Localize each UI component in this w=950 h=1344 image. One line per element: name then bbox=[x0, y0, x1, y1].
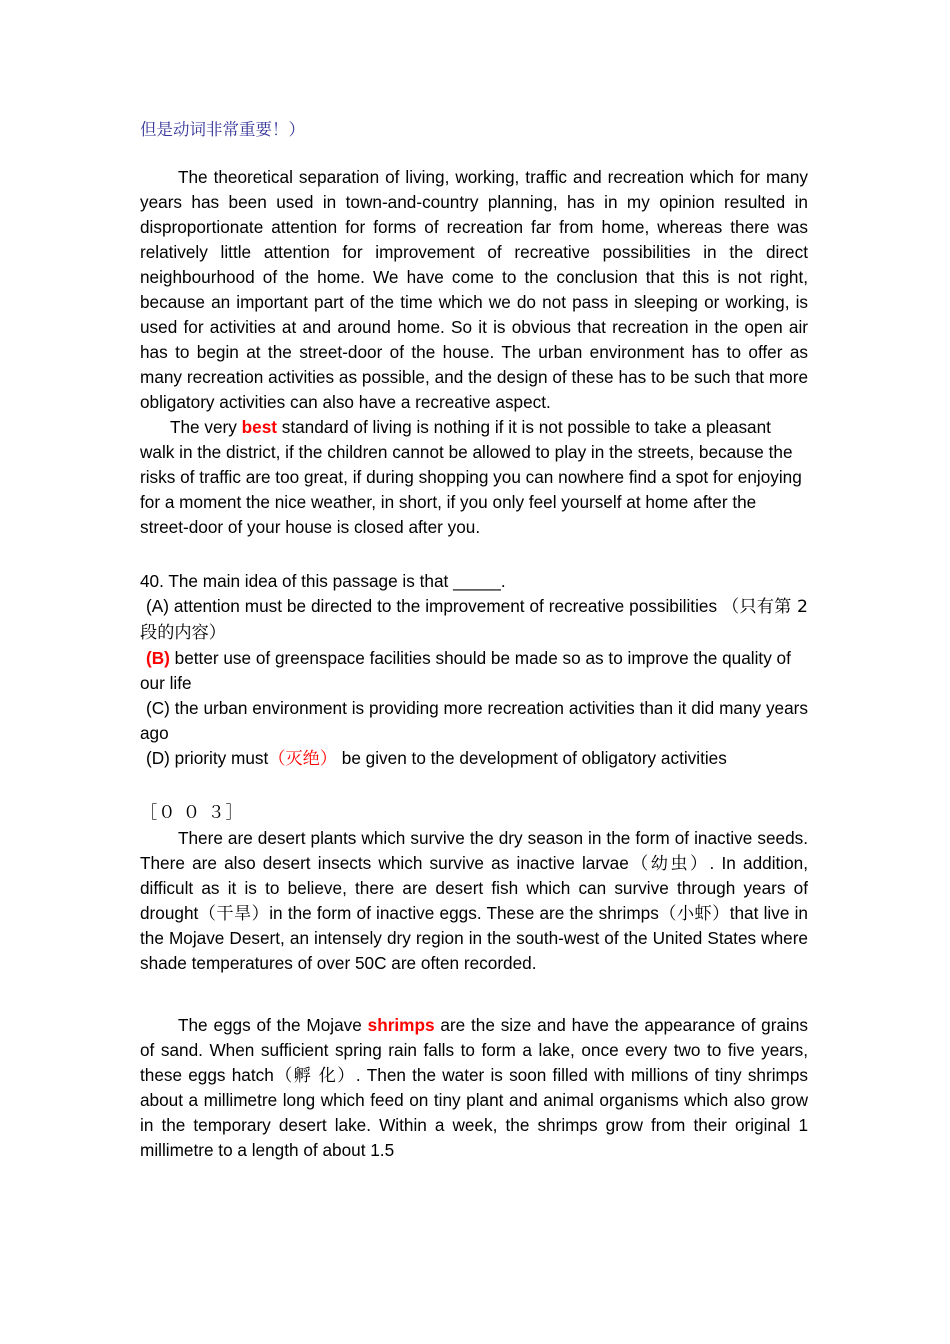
option-b-text: better use of greenspace facilities should be made so as to improve the quality of our life bbox=[140, 648, 791, 693]
document-content bbox=[140, 118, 808, 1163]
paragraph2-text-before: The very bbox=[170, 417, 242, 437]
paragraph4-text-before: The eggs of the Mojave bbox=[178, 1015, 368, 1035]
spacer bbox=[140, 142, 808, 165]
option-c-text: the urban environment is providing more recreation activities than it did many years ago bbox=[140, 698, 808, 743]
option-d-trailing-text: be given to the development of obligatory activities bbox=[337, 748, 727, 768]
option-b-label: (B) bbox=[146, 648, 170, 668]
option-a-text: attention must be directed to the improvement of recreative possibilities bbox=[168, 596, 722, 616]
question-stem-40: 40. The main idea of this passage is that _____. bbox=[140, 571, 506, 591]
highlight-best: best bbox=[241, 417, 277, 437]
spacer bbox=[140, 976, 808, 1013]
option-d-label: (D) bbox=[146, 748, 170, 768]
option-d bbox=[140, 746, 808, 772]
option-b bbox=[140, 646, 808, 696]
paragraph-desert-plants: There are desert plants which survive the dry season in the form of inactive seeds. There are also desert insects which survive as inactive larvae（幼虫）. In addition, difficult as it is to believe, there are desert fish which can survive through years of drought（干旱）in the form of inactive eggs. These are the shrimps（小虾）that live in the Mojave Desert, an intensely dry region in the south-west of the United States where shade temperatures of over 50C are often recorded. bbox=[140, 828, 808, 973]
option-d-annotation: （灭绝） bbox=[268, 749, 338, 769]
paragraph2-text-after: standard of living is nothing if it is not possible to take a pleasant walk in the district, if the children cannot be allowed to play in the streets, because the risks of traffic are too great, if during shopping you can nowhere find a spot for enjoying for a moment the nice weather, in short, if you only feel yourself at home after the street-door of your house is closed after you. bbox=[140, 417, 802, 537]
spacer bbox=[140, 540, 808, 569]
paragraph-mojave-eggs bbox=[140, 1013, 808, 1163]
option-d-text: priority must bbox=[169, 748, 269, 768]
spacer bbox=[140, 772, 808, 801]
option-a-label: (A) bbox=[146, 596, 169, 616]
option-a bbox=[140, 594, 808, 646]
option-c bbox=[140, 696, 808, 746]
chinese-note-heading: 但是动词非常重要！） bbox=[140, 120, 305, 139]
paragraph-standard-of-living bbox=[140, 415, 808, 540]
highlight-shrimps: shrimps bbox=[367, 1015, 435, 1035]
option-a-annotation: （只有第 2 段的内容） bbox=[140, 597, 808, 643]
option-c-label: (C) bbox=[146, 698, 170, 718]
section-marker-003: ［０ ０ ３］ bbox=[140, 803, 244, 823]
paragraph4-text-after: are the size and have the appearance of grains of sand. When sufficient spring rain falls to form a lake, once every two to five years, these eggs hatch（孵 化）. Then the water is soon filled with millions of tiny shrimps about a millimetre long which feed on tiny plant and animal organisms which also grow in the temporary desert lake. Within a week, the shrimps grow from their original 1 millimetre to a length of about 1.5 bbox=[140, 1015, 808, 1160]
paragraph-theoretical-separation: The theoretical separation of living, working, traffic and recreation which for many years has been used in town-and-country planning, has in my opinion resulted in disproportionate attention for forms of recreation far from home, whereas there was relatively little attention for improvement of recreative possibilities in the direct neighbourhood of the home. We have come to the conclusion that this is not right, because an important part of the time which we do not pass in sleeping or working, is used for activities at and around home. So it is obvious that recreation in the open air has to begin at the street-door of the house. The urban environment has to offer as many recreation activities as possible, and the design of these has to be such that more obligatory activities can also have a recreative aspect. bbox=[140, 167, 808, 412]
